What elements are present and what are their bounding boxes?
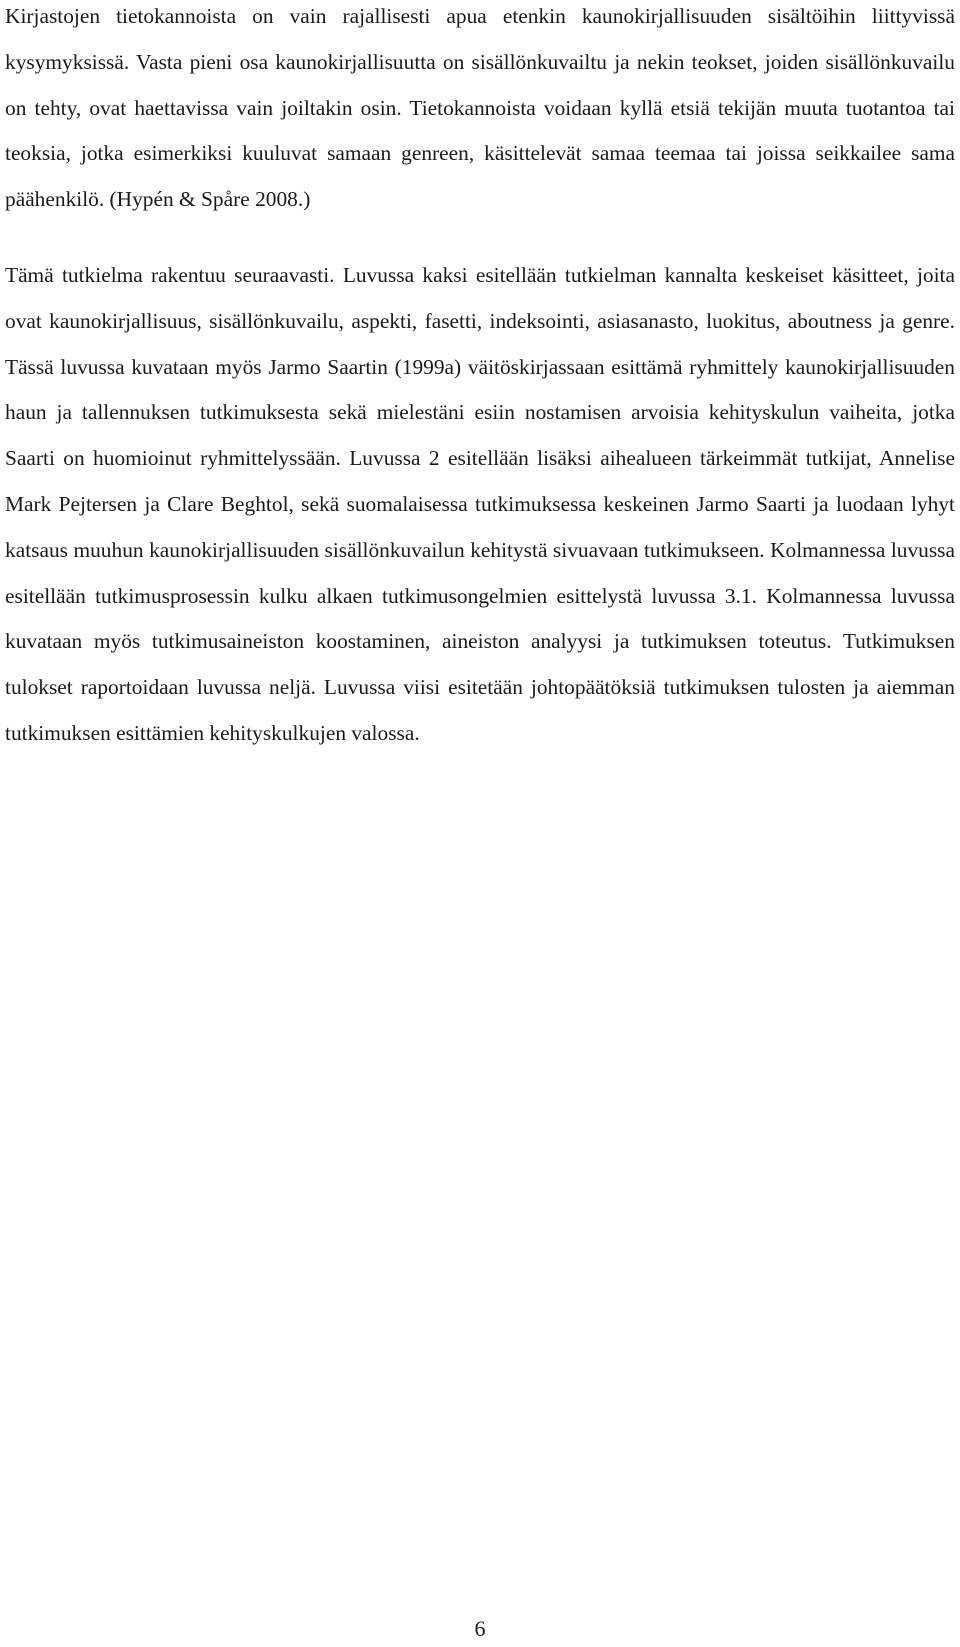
document-page bbox=[5, 0, 955, 757]
page-number: 6 bbox=[474, 1616, 486, 1641]
paragraph-thesis-structure: Tämä tutkielma rakentuu seuraavasti. Luvussa kaksi esitellään tutkielman kannalta keskeiset käsitteet, joita ovat kaunokirjallisuus, sisällönkuvailu, aspekti, fasetti, indeksointi, asiasanasto, luokitus, aboutness ja genre. Tässä luvussa kuvataan myös Jarmo Saartin (1999a) väitöskirjassaan esittämä ryhmittely kaunokirjallisuuden haun ja tallennuksen tutkimuksesta sekä mielestäni esiin nostamisen arvoisia kehityskulun vaiheita, jotka Saarti on huomioinut ryhmittelyssään. Luvussa 2 esitellään lisäksi aihealueen tärkeimmät tutkijat, Annelise Mark Pejtersen ja Clare Beghtol, sekä suomalaisessa tutkimuksessa keskeinen Jarmo Saarti ja luodaan lyhyt katsaus muuhun kaunokirjallisuuden sisällönkuvailun kehitystä sivuavaan tutkimukseen. Kolmannessa luvussa esitellään tutkimusprosessin kulku alkaen tutkimusongelmien esittelystä luvussa 3.1. Kolmannessa luvussa kuvataan myös tutkimusaineiston koostaminen, aineiston analyysi ja tutkimuksen toteutus. Tutkimuksen tulokset raportoidaan luvussa neljä. Luvussa viisi esitetään johtopäätöksiä tutkimuksen tulosten ja aiemman tutkimuksen esittämien kehityskulkujen valossa. bbox=[5, 262, 955, 745]
paragraph-database-limitations: Kirjastojen tietokannoista on vain rajallisesti apua etenkin kaunokirjallisuuden sisältöihin liittyvissä kysymyksissä. Vasta pieni osa kaunokirjallisuutta on sisällönkuvailtu ja nekin teokset, joiden sisällönkuvailu on tehty, ovat haettavissa vain joiltakin osin. Tietokannoista voidaan kyllä etsiä tekijän muuta tuotantoa tai teoksia, jotka esimerkiksi kuuluvat samaan genreen, käsittelevät samaa teemaa tai joissa seikkailee sama päähenkilö. (Hypén & Spåre 2008.) bbox=[5, 4, 955, 212]
